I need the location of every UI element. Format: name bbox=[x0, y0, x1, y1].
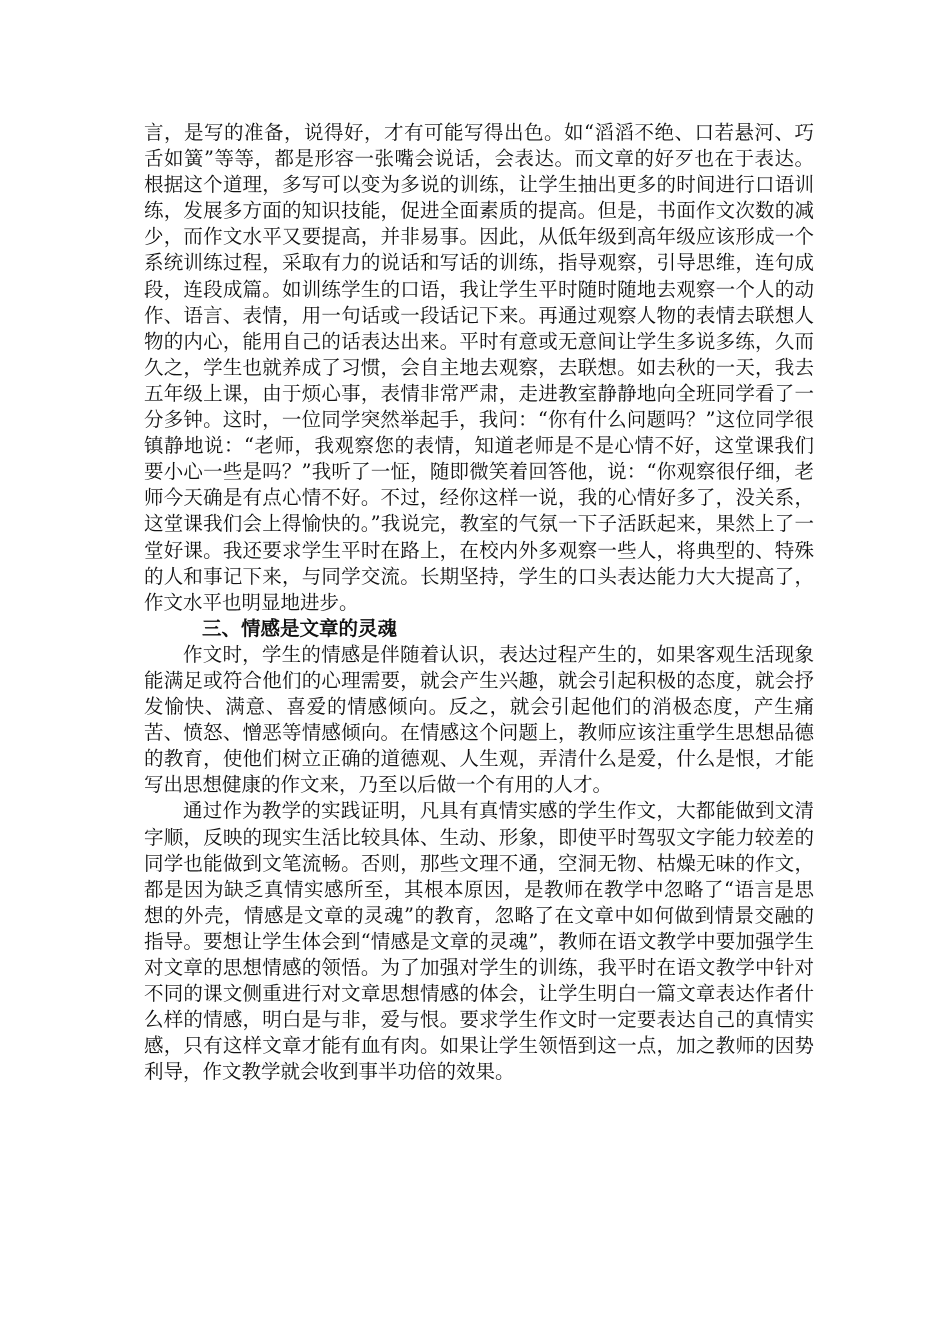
document-body bbox=[144, 120, 814, 1085]
paragraph-emotion-intro: 作文时，学生的情感是伴随着认识，表达过程产生的，如果客观生活现象能满足或符合他们的心理需要，就会产生兴趣，就会引起积极的态度，就会抒发愉快、满意、喜爱的情感倾向。反之，就会引起他们的消极态度，产生痛苦、愤怒、憎恶等情感倾向。在情感这个问题上，教师应该注重学生思想品德的教育，使他们树立正确的道德观、人生观，弄清什么是爱，什么是恨，才能写出思想健康的作文来，乃至以后做一个有用的人才。 bbox=[144, 642, 814, 797]
paragraph-teaching-practice: 通过作为教学的实践证明，凡具有真情实感的学生作文，大都能做到文清字顺，反映的现实生活比较具体、生动、形象，即使平时驾驭文字能力较差的同学也能做到文笔流畅。否则，那些文理不通，空洞无物、枯燥无味的作文，都是因为缺乏真情实感所至，其根本原因，是教师在教学中忽略了“语言是思想的外壳，情感是文章的灵魂”的教育，忽略了在文章中如何做到情景交融的指导。要想让学生体会到“情感是文章的灵魂”，教师在语文教学中要加强学生对文章的思想情感的领悟。为了加强对学生的训练，我平时在语文教学中针对不同的课文侧重进行对文章思想情感的体会，让学生明白一篇文章表达作者什么样的情感，明白是与非，爱与恨。要求学生作文时一定要表达自己的真情实感，只有这样文章才能有血有肉。如果让学生领悟到这一点，加之教师的因势利导，作文教学就会收到事半功倍的效果。 bbox=[144, 799, 814, 1084]
paragraph-continuation: 言，是写的准备，说得好，才有可能写得出色。如“滔滔不绝、口若悬河、巧舌如簧”等等，都是形容一张嘴会说话，会表达。而文章的好歹也在于表达。根据这个道理，多写可以变为多说的训练，让学生抽出更多的时间进行口语训练，发展多方面的知识技能，促进全面素质的提高。但是，书面作文次数的减少，而作文水平又要提高，并非易事。因此，从低年级到高年级应该形成一个系统训练过程，采取有力的说话和写话的训练，指导观察，引导思维，连句成段，连段成篇。如训练学生的口语，我让学生平时随时随地去观察一个人的动作、语言、表情，用一句话或一段话记下来。再通过观察人物的表情去联想人物的内心，能用自己的话表达出来。平时有意或无意间让学生多说多练，久而久之，学生也就养成了习惯，会自主地去观察，去联想。如去秋的一天，我去五年级上课，由于烦心事，表情非常严肃，走进教室静静地向全班同学看了一分多钟。这时，一位同学突然举起手，我问：“你有什么问题吗？”这位同学很镇静地说：“老师，我观察您的表情，知道老师是不是心情不好，这堂课我们要小心一些是吗？”我听了一怔，随即微笑着回答他，说：“你观察很仔细，老师今天确是有点心情不好。不过，经你这样一说，我的心情好多了，没关系，这堂课我们会上得愉快的。”我说完，教室的气氛一下子活跃起来，果然上了一堂好课。我还要求学生平时在路上，在校内外多观察一些人，将典型的、特殊的人和事记下来，与同学交流。长期坚持，学生的口头表达能力大大提高了，作文水平也明显地进步。 bbox=[144, 121, 814, 614]
section-heading: 三、情感是文章的灵魂 bbox=[202, 616, 398, 640]
